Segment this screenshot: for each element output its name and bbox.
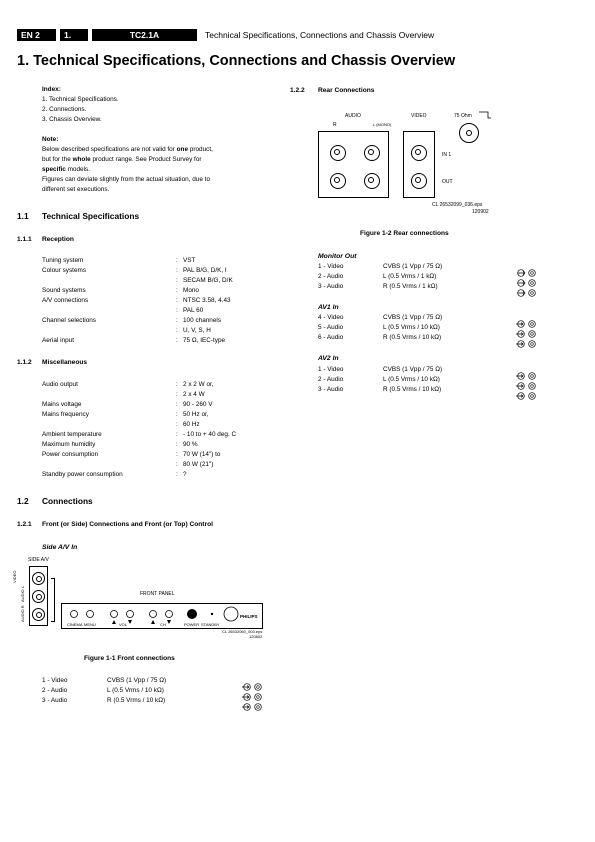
rear-file-date: 120902: [472, 209, 489, 215]
spec-label: Standby power consumption: [42, 471, 123, 478]
spec-value: 60 Hz: [183, 421, 200, 428]
figure-caption: Figure 1-2 Rear connections: [360, 230, 449, 237]
rear-r-label: R: [333, 122, 337, 128]
note-line: different set executions.: [42, 186, 110, 193]
file-date: 120802: [249, 634, 263, 639]
side-av-heading: Side A/V In: [42, 544, 78, 551]
av2-heading: AV2 In: [318, 355, 339, 362]
av1-heading: AV1 In: [318, 304, 339, 311]
cinch-input-icon: [515, 377, 537, 385]
signal-spec: CVBS (1 Vpp / 75 Ω): [383, 263, 443, 270]
rear-video-out-jack: [411, 173, 427, 189]
subsection-num: 1.2.1: [17, 521, 32, 528]
spec-label: Tuning system: [42, 257, 84, 264]
note-heading: Note:: [42, 136, 59, 143]
signal-symbol-icon: [479, 111, 493, 119]
pin-label: 4 - Video: [318, 314, 344, 321]
side-audio-l-jack: [32, 590, 45, 603]
note-line: [42, 165, 90, 175]
subsection-title: Reception: [42, 236, 74, 243]
pin-label: 1 - Video: [318, 366, 344, 373]
note-bold: one: [176, 146, 189, 153]
philips-logo: PHILIPS: [240, 614, 258, 619]
cinch-input-icon: [515, 325, 537, 333]
signal-spec: L (0.5 Vrms / 10 kΩ): [107, 687, 164, 694]
rear-l-out-jack: [364, 173, 380, 189]
spec-value: 90 %: [183, 441, 198, 448]
note-text: but for the: [42, 156, 73, 163]
spec-colon: :: [176, 401, 178, 408]
spec-value: 80 W (21"): [183, 461, 214, 468]
spec-colon: :: [176, 391, 178, 398]
signal-spec: R (0.5 Vrms / 10 kΩ): [383, 386, 442, 393]
cinch-input-icon: [241, 688, 263, 696]
spec-value: - 10 to + 40 deg. C: [183, 431, 237, 438]
rear-in-label: IN 1: [442, 152, 452, 158]
spec-label: Colour systems: [42, 267, 87, 274]
spec-value: SECAM B/G, D/K: [183, 277, 233, 284]
pin-label: 6 - Audio: [318, 334, 344, 341]
cinch-input-icon: [241, 678, 263, 686]
pin-label: 2 - Audio: [318, 273, 344, 280]
section-num: 1.2: [17, 496, 29, 506]
pin-label: 2 - Audio: [318, 376, 344, 383]
spec-colon: :: [176, 277, 178, 284]
button-label: CH: [160, 622, 166, 627]
spec-value: ?: [183, 471, 187, 478]
spec-value: 75 Ω, IEC-type: [183, 337, 226, 344]
note-line: [42, 155, 202, 165]
spec-value: 50 Hz or,: [183, 411, 209, 418]
page-title: 1. Technical Specifications, Connections and Chassis Overview: [17, 53, 456, 69]
chassis-text: TC2.1A: [129, 30, 160, 40]
spec-label: Maximum humidity: [42, 441, 96, 448]
index-item: 2. Connections.: [42, 106, 87, 113]
spec-value: NTSC 3.58, 4.43: [183, 297, 231, 304]
note-line: Figures can deviate slightly from the actual situation, due to: [42, 176, 211, 183]
spec-value: 90 - 260 V: [183, 401, 213, 408]
side-video-jack: [32, 572, 45, 585]
note-text: Below described specifications are not valid for: [42, 146, 177, 153]
cinch-input-icon: [515, 367, 537, 375]
note-text: product range. See Product Survey for: [90, 156, 202, 163]
spec-value: 100 channels: [183, 317, 222, 324]
spec-colon: :: [176, 327, 178, 334]
spec-label: Audio output: [42, 381, 78, 388]
button-label: MENU: [84, 622, 96, 627]
signal-spec: CVBS (1 Vpp / 75 Ω): [107, 677, 167, 684]
signal-spec: CVBS (1 Vpp / 75 Ω): [383, 314, 443, 321]
spec-colon: :: [176, 267, 178, 274]
side-audio-r-jack: [32, 608, 45, 621]
side-av-label: SIDE A/V: [28, 557, 49, 563]
spec-colon: :: [176, 431, 178, 438]
spec-label: Sound systems: [42, 287, 86, 294]
signal-spec: L (0.5 Vrms / 1 kΩ): [383, 273, 437, 280]
rear-out-label: OUT: [442, 179, 453, 185]
button-label: CINEMA: [67, 622, 83, 627]
spec-label: A/V connections: [42, 297, 89, 304]
signal-spec: R (0.5 Vrms / 10 kΩ): [107, 697, 166, 704]
spec-label: Channel selections: [42, 317, 96, 324]
rear-audio-label: AUDIO: [345, 113, 361, 119]
cinch-input-icon: [515, 387, 537, 395]
section-num: 1.1: [17, 211, 29, 221]
pin-label: 1 - Video: [42, 677, 68, 684]
spec-colon: :: [176, 381, 178, 388]
spec-value: 2 x 4 W: [183, 391, 205, 398]
pin-label: 1 - Video: [318, 263, 344, 270]
signal-spec: R (0.5 Vrms / 1 kΩ): [383, 283, 438, 290]
subsection-title: Front (or Side) Connections and Front (or Top) Control: [42, 521, 213, 528]
button-label: VOL: [119, 622, 128, 627]
pin-label: 3 - Audio: [318, 283, 344, 290]
spec-label: Aerial input: [42, 337, 74, 344]
spec-colon: :: [176, 441, 178, 448]
figure-caption: Figure 1-1 Front connections: [84, 655, 175, 662]
cinch-input-icon: [241, 698, 263, 706]
monitor-out-heading: Monitor Out: [318, 253, 357, 260]
spec-value: 2 x 2 W or,: [183, 381, 214, 388]
subsection-title: Rear Connections: [318, 87, 375, 94]
pin-label: 2 - Audio: [42, 687, 68, 694]
spec-colon: :: [176, 307, 178, 314]
file-ref: CL 26532060_003.eps: [222, 629, 263, 634]
spec-colon: :: [176, 337, 178, 344]
lang-badge: EN 2: [17, 29, 56, 41]
spec-colon: :: [176, 451, 178, 458]
index-item: 1. Technical Specifications.: [42, 96, 119, 103]
section-badge: 1.: [60, 29, 88, 41]
spec-value: Mono: [183, 287, 199, 294]
spec-label: Mains voltage: [42, 401, 82, 408]
jack-label: VIDEO: [12, 570, 17, 583]
index-item: 3. Chassis Overview.: [42, 116, 102, 123]
spec-colon: :: [176, 461, 178, 468]
button-label: STANDBY: [201, 622, 220, 627]
note-bold: whole: [72, 156, 91, 163]
cinch-input-icon: [515, 315, 537, 323]
rear-file-ref: CL 26532099_036.eps: [432, 202, 483, 208]
jack-label: AUDIO L: [20, 585, 25, 602]
index-heading: Index:: [42, 86, 61, 93]
note-text: models.: [65, 166, 90, 173]
subsection-num: 1.1.2: [17, 359, 32, 366]
cinch-input-icon: [515, 335, 537, 343]
rear-r-out-jack: [330, 173, 346, 189]
spec-colon: :: [176, 287, 178, 294]
spec-value: U, V, S, H: [183, 327, 211, 334]
spec-colon: :: [176, 297, 178, 304]
spec-value: PAL B/G, D/K, I: [183, 267, 227, 274]
bracket: [51, 578, 55, 622]
front-panel-label: FRONT PANEL: [140, 591, 175, 597]
spec-colon: :: [176, 257, 178, 264]
rear-video-in-jack: [411, 145, 427, 161]
cinch-output-icon: [515, 274, 537, 282]
rear-r-in-jack: [330, 145, 346, 161]
subsection-title: Miscellaneous: [42, 359, 88, 366]
subsection-num: 1.2.2: [290, 87, 305, 94]
section-title: Connections: [42, 496, 93, 506]
note-text: product,: [188, 146, 213, 153]
signal-spec: L (0.5 Vrms / 10 kΩ): [383, 376, 440, 383]
spec-value: 70 W (14") to: [183, 451, 221, 458]
signal-spec: L (0.5 Vrms / 10 kΩ): [383, 324, 440, 331]
rear-ohm-label: 75 Ohm: [454, 113, 472, 119]
note-line: [42, 145, 213, 155]
spec-value: VST: [183, 257, 196, 264]
rear-video-label: VIDEO: [411, 113, 427, 119]
cinch-output-icon: [515, 284, 537, 292]
header-title: Technical Specifications, Connections and Chassis Overview: [205, 30, 435, 40]
spec-label: Ambient temperature: [42, 431, 102, 438]
spec-label: Power consumption: [42, 451, 99, 458]
subsection-num: 1.1.1: [17, 236, 32, 243]
pin-label: 3 - Audio: [318, 386, 344, 393]
aerial-socket-center: [466, 130, 472, 136]
jack-label: AUDIO R: [20, 605, 25, 622]
spec-label: Mains frequency: [42, 411, 89, 418]
cinch-output-icon: [515, 264, 537, 272]
rear-l-in-jack: [364, 145, 380, 161]
rear-l-label: L (MONO): [373, 122, 392, 127]
signal-spec: CVBS (1 Vpp / 75 Ω): [383, 366, 443, 373]
spec-colon: :: [176, 421, 178, 428]
spec-colon: :: [176, 471, 178, 478]
spec-value: PAL 60: [183, 307, 204, 314]
button-label: POWER: [184, 622, 200, 627]
section-title: Technical Specifications: [42, 211, 140, 221]
signal-spec: R (0.5 Vrms / 10 kΩ): [383, 334, 442, 341]
rear-audio-panel: [318, 131, 389, 198]
spec-colon: :: [176, 411, 178, 418]
pin-label: 5 - Audio: [318, 324, 344, 331]
note-bold: specific: [42, 166, 66, 173]
chassis-badge: [92, 29, 197, 41]
spec-colon: :: [176, 317, 178, 324]
pin-label: 3 - Audio: [42, 697, 68, 704]
